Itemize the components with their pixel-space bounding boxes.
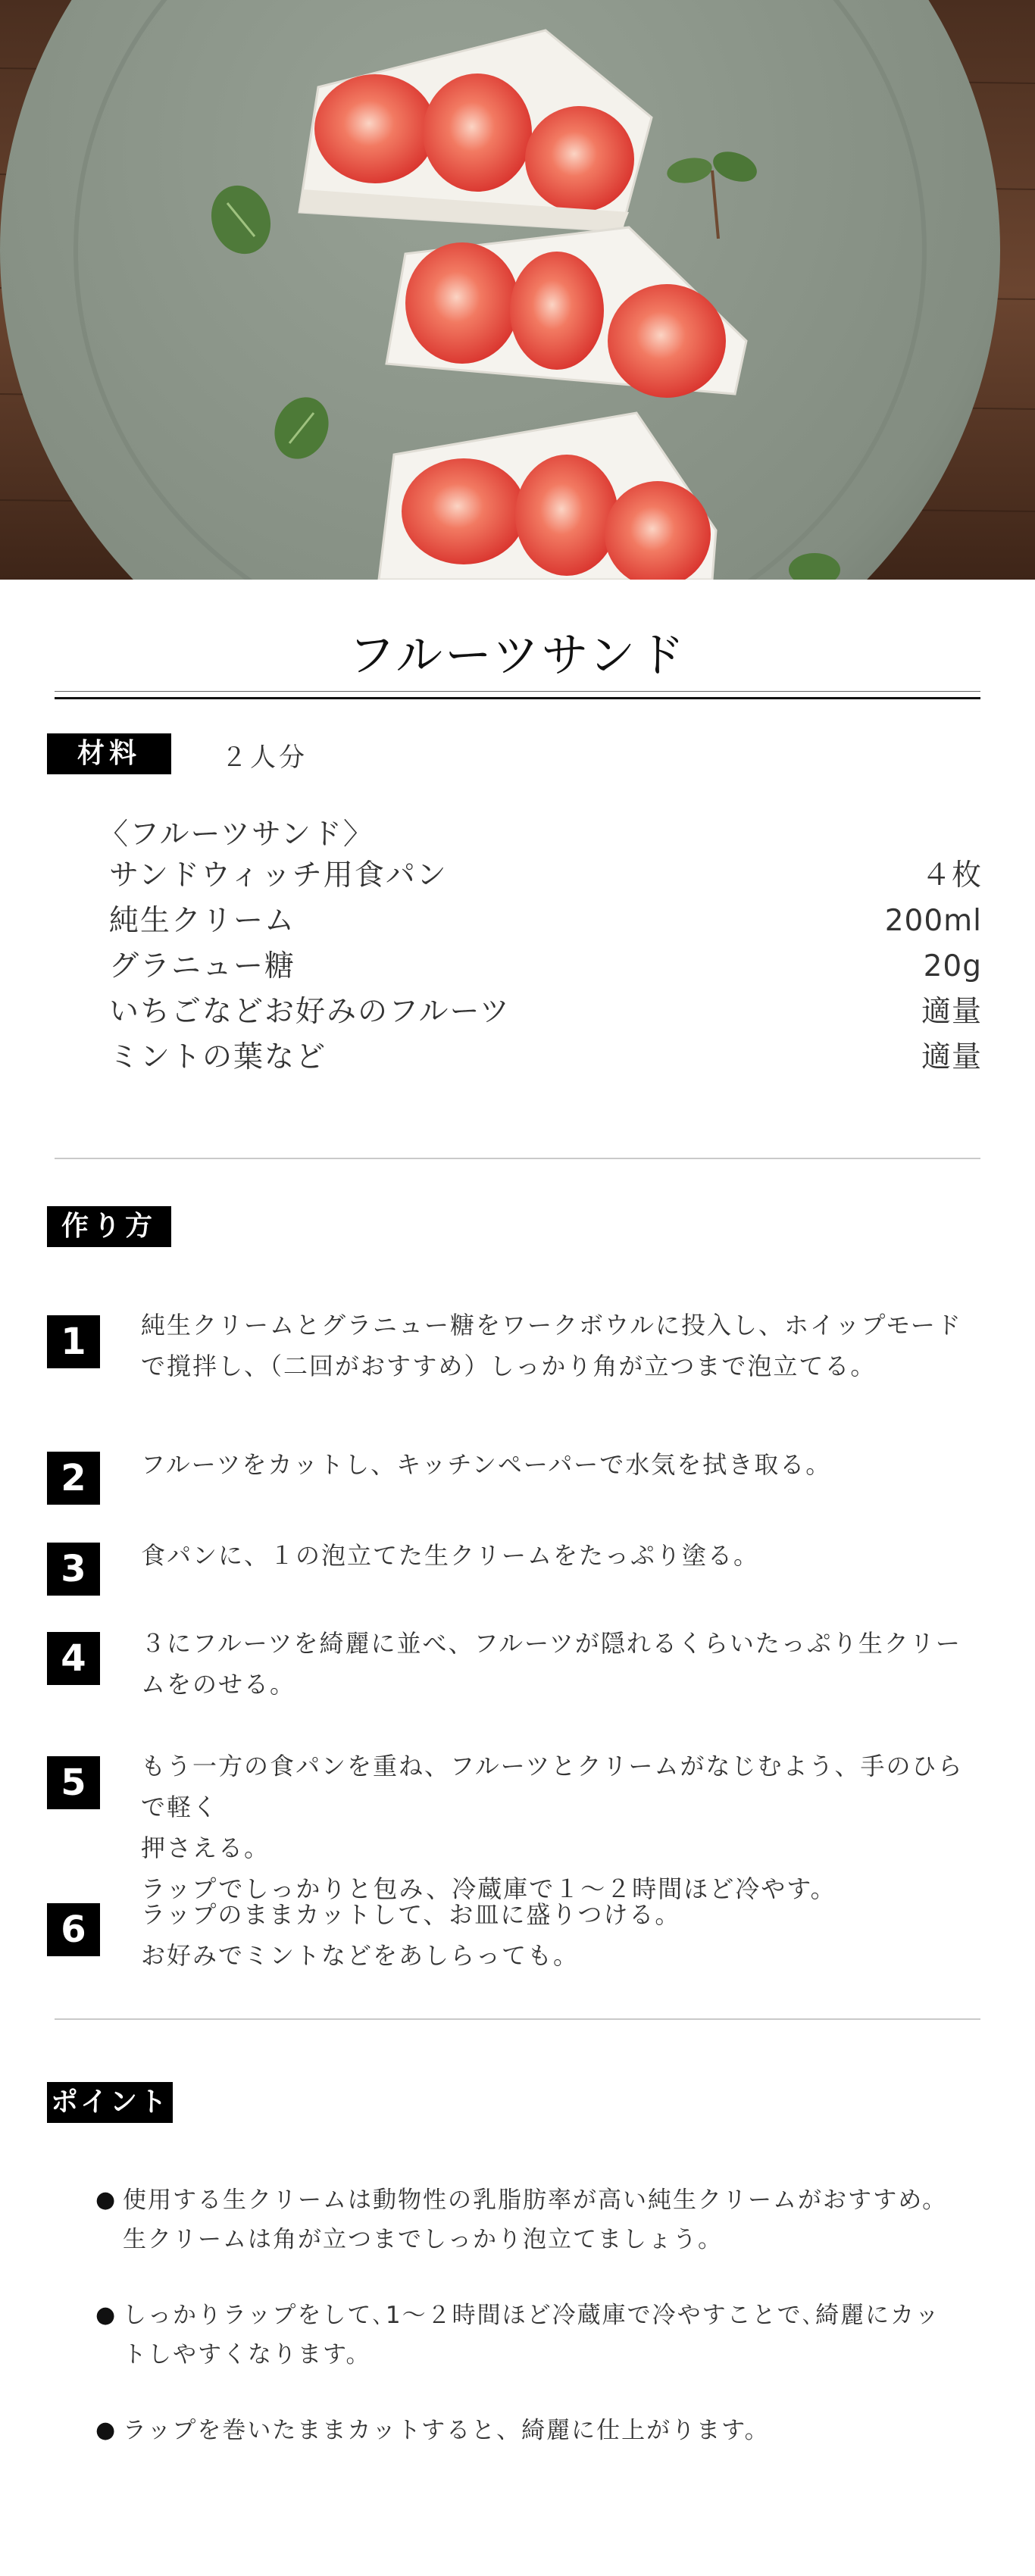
ingredient-amount: 20g — [923, 949, 982, 983]
step-line: もう一方の食パンを重ね、フルーツとクリームがなじむよう、手のひらで軽く — [141, 1752, 964, 1821]
method-label: 作り方 — [47, 1206, 171, 1247]
ingredient-amount: 適量 — [921, 995, 982, 1029]
step-text — [141, 1305, 982, 1386]
step-line: 純生クリームとグラニュー糖をワークボウルに投入し、ホイップモード — [141, 1311, 962, 1340]
point-text — [95, 2181, 959, 2259]
ingredient-row — [109, 853, 982, 899]
hero-photo — [0, 0, 1035, 580]
ingredient-row — [109, 1035, 982, 1080]
step-text — [141, 1894, 982, 1976]
bullet-icon: ● — [95, 2417, 117, 2443]
ingredient-row — [109, 989, 982, 1035]
ingredient-name: サンドウィッチ用食パン — [109, 858, 448, 893]
point-line: 生クリームは角が立つまでしっかり泡立てましょう。 — [123, 2226, 723, 2253]
point-item — [95, 2296, 959, 2374]
ingredient-name: ミントの葉など — [109, 1040, 327, 1074]
step-text — [141, 1444, 982, 1485]
ingredients-list — [109, 853, 982, 1080]
ingredients-label: 材料 — [47, 733, 171, 774]
servings-text: ２人分 — [221, 742, 308, 773]
step-line: で撹拌し、（二回がおすすめ）しっかり角が立つまで泡立てる。 — [141, 1352, 877, 1380]
step-text — [141, 1746, 982, 1909]
step-line: ラップでしっかりと包み、冷蔵庫で１～２時間ほど冷やす。 — [141, 1874, 836, 1903]
step-number: 1 — [47, 1315, 100, 1368]
section-divider — [55, 2018, 980, 2020]
point-item — [95, 2411, 959, 2450]
step-line: ラップのままカットして、お皿に盛りつける。 — [141, 1900, 681, 1929]
step-line: 食パンに、１の泡立てた生クリームをたっぷり塗る。 — [141, 1541, 760, 1570]
ingredient-name: いちごなどお好みのフルーツ — [109, 995, 511, 1029]
point-item — [95, 2181, 959, 2259]
bullet-icon: ● — [95, 2302, 117, 2328]
step-text — [141, 1535, 982, 1576]
step-number: 4 — [47, 1632, 100, 1685]
title-divider — [55, 691, 980, 692]
step-line: お好みでミントなどをあしらっても。 — [141, 1941, 580, 1970]
section-divider — [55, 1158, 980, 1159]
ingredient-name: 純生クリーム — [109, 904, 296, 938]
step-line: ３にフルーツを綺麗に並べ、フルーツが隠れるくらいたっぷり生クリー — [141, 1629, 962, 1658]
step-number: 6 — [47, 1903, 100, 1956]
points-label: ポイント — [47, 2082, 173, 2123]
step-line: ムをのせる。 — [141, 1670, 296, 1699]
point-text — [95, 2411, 959, 2450]
ingredient-name: グラニュー糖 — [109, 949, 296, 983]
point-line: しっかりラップをして､1～２時間ほど冷蔵庫で冷やすことで､綺麗にカッ — [123, 2302, 940, 2329]
step-number: 3 — [47, 1543, 100, 1596]
ingredient-amount: ４枚 — [921, 858, 982, 893]
step-text — [141, 1623, 982, 1705]
point-line: トしやすくなります。 — [123, 2341, 371, 2368]
point-line: ラップを巻いたままカットすると、綺麗に仕上がります。 — [123, 2417, 770, 2444]
ingredients-subheading: 〈フルーツサンド〉 — [98, 818, 374, 852]
step-number: 2 — [47, 1452, 100, 1505]
step-line: 押さえる。 — [141, 1834, 270, 1862]
ingredient-row — [109, 899, 982, 944]
ingredient-amount: 200ml — [884, 904, 982, 938]
step-number: 5 — [47, 1756, 100, 1809]
point-line: 使用する生クリームは動物性の乳脂肪率が高い純生クリームがおすすめ。 — [123, 2187, 948, 2214]
page-title: フルーツサンド — [348, 627, 687, 683]
step-line: フルーツをカットし、キッチンペーパーで水気を拭き取る。 — [141, 1450, 832, 1479]
point-text — [95, 2296, 959, 2374]
bullet-icon: ● — [95, 2187, 117, 2213]
ingredient-row — [109, 944, 982, 989]
ingredient-amount: 適量 — [921, 1040, 982, 1074]
